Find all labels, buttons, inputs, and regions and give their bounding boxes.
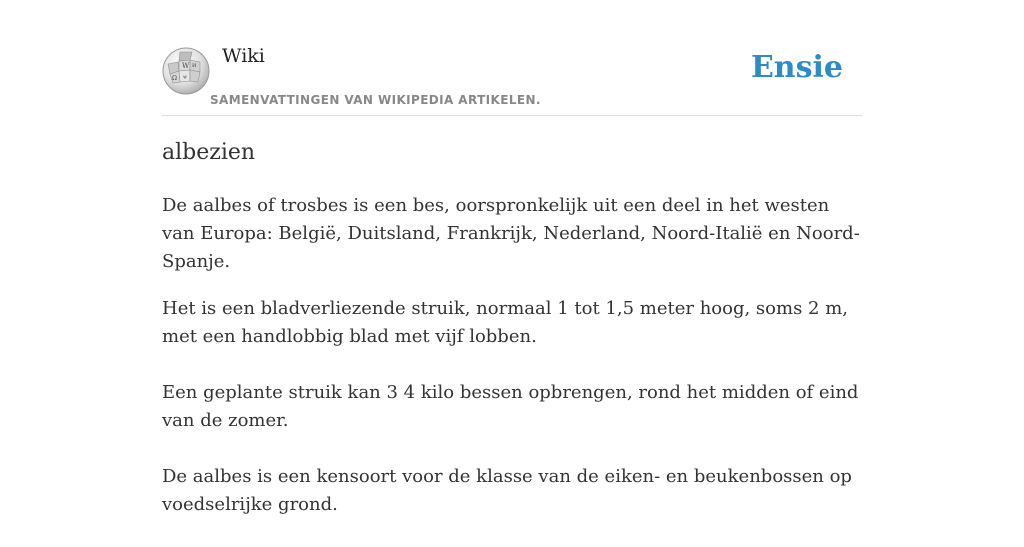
article-content: [162, 192, 862, 547]
svg-text:ψ: ψ: [183, 74, 187, 80]
svg-text:W: W: [182, 62, 190, 70]
article-paragraph: Een geplante struik kan 3 4 kilo bessen opbrengen, rond het midden of eind van de zomer.: [162, 382, 859, 431]
article-paragraph: Het is een bladverliezende struik, normaal 1 tot 1,5 meter hoog, soms 2 m, met een handlobbig blad met vijf lobben.: [162, 298, 848, 347]
article-paragraph: De aalbes of trosbes is een bes, oorspronkelijk uit een deel in het westen van Europa: België, Duitsland, Frankrijk, Nederland, Noord-Italië en Noord-Spanje.: [162, 195, 860, 272]
article-paragraph: De aalbes is een kensoort voor de klasse van de eiken- en beukenbossen op voedselrijke grond.: [162, 466, 852, 515]
site-tagline: SAMENVATTINGEN VAN WIKIPEDIA ARTIKELEN.: [210, 93, 541, 107]
wikipedia-globe-icon[interactable]: [162, 47, 210, 95]
site-header: [162, 0, 862, 116]
ensie-brand-link[interactable]: Ensie: [750, 50, 843, 85]
site-name-link[interactable]: Wiki: [222, 45, 265, 67]
page-title: albezien: [162, 140, 256, 165]
page-container: [162, 0, 862, 515]
svg-text:Ω: Ω: [172, 75, 177, 82]
svg-text:И: И: [192, 63, 197, 69]
